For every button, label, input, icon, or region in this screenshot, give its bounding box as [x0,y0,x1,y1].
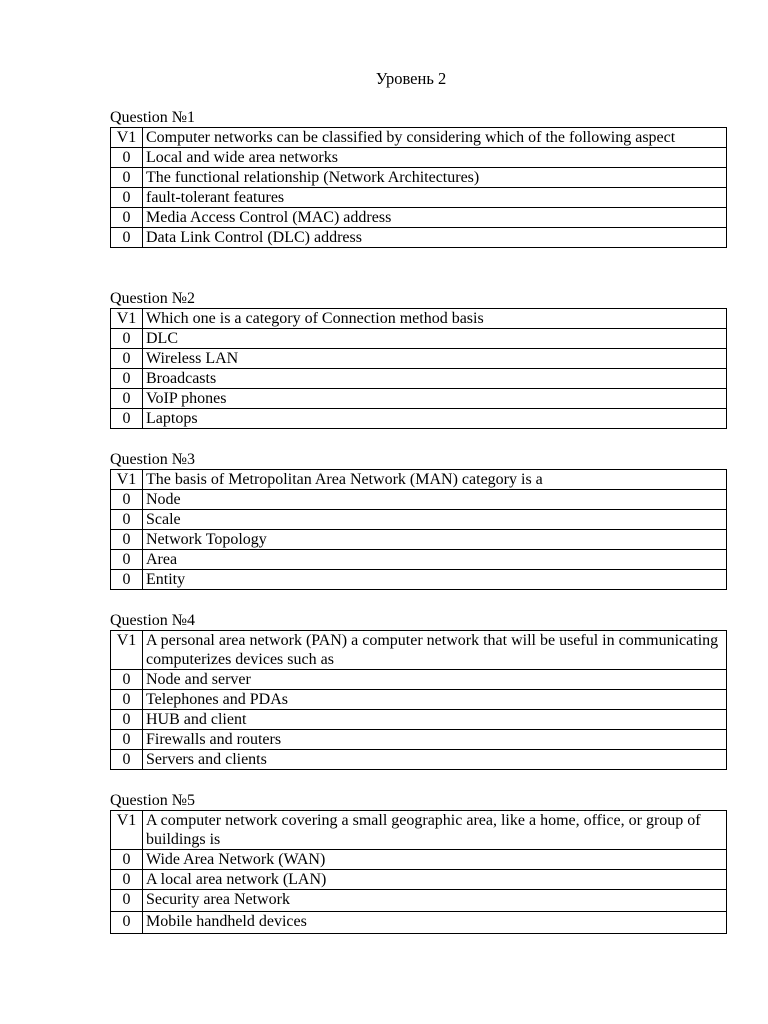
option-row [111,912,727,934]
option-row [111,329,727,349]
option-code: 0 [111,409,143,429]
question-block-1 [110,108,728,248]
question-block-2 [110,289,728,429]
option-text: Data Link Control (DLC) address [143,228,727,248]
option-text: VoIP phones [143,389,727,409]
question-block-5 [110,791,728,934]
option-text: fault-tolerant features [143,188,727,208]
option-row [111,208,727,228]
option-code: 0 [111,870,143,890]
option-text: Node and server [143,670,727,690]
question-table [110,469,727,590]
question-heading: Question №3 [110,451,196,468]
option-code: 0 [111,208,143,228]
prompt-code: V1 [111,128,143,148]
option-row [111,349,727,369]
option-text: Telephones and PDAs [143,690,727,710]
option-code: 0 [111,329,143,349]
option-text: Media Access Control (MAC) address [143,208,727,228]
prompt-row [111,631,727,670]
option-text: Firewalls and routers [143,730,727,750]
option-row [111,409,727,429]
question-heading: Question №1 [110,109,196,126]
option-row [111,389,727,409]
option-code: 0 [111,188,143,208]
option-row [111,870,727,890]
prompt-row [111,309,727,329]
option-text: A local area network (LAN) [143,870,727,890]
option-code: 0 [111,890,143,912]
question-table [110,127,727,248]
option-text: Scale [143,510,727,530]
option-code: 0 [111,228,143,248]
question-heading: Question №4 [110,612,196,629]
option-code: 0 [111,389,143,409]
option-text: The functional relationship (Network Architectures) [143,168,727,188]
option-row [111,148,727,168]
option-row [111,850,727,870]
question-table [110,810,727,934]
option-text: Wireless LAN [143,349,727,369]
question-heading: Question №5 [110,792,196,809]
option-text: DLC [143,329,727,349]
option-row [111,750,727,770]
option-text: Mobile handheld devices [143,912,727,934]
question-heading: Question №2 [110,290,196,307]
question-table [110,308,727,429]
option-text: Network Topology [143,530,727,550]
option-text: Node [143,490,727,510]
option-code: 0 [111,750,143,770]
option-row [111,188,727,208]
option-text: Servers and clients [143,750,727,770]
option-row [111,710,727,730]
option-row [111,369,727,389]
option-text: Area [143,550,727,570]
option-text: Local and wide area networks [143,148,727,168]
option-code: 0 [111,570,143,590]
option-code: 0 [111,490,143,510]
prompt-code: V1 [111,811,143,850]
prompt-row [111,470,727,490]
prompt-row [111,128,727,148]
option-code: 0 [111,710,143,730]
option-code: 0 [111,148,143,168]
option-code: 0 [111,168,143,188]
option-text: Wide Area Network (WAN) [143,850,727,870]
option-row [111,510,727,530]
option-row [111,570,727,590]
prompt-text: A computer network covering a small geographic area, like a home, office, or group of buildings is [143,811,727,850]
question-block-3 [110,450,728,590]
option-row [111,730,727,750]
option-text: Entity [143,570,727,590]
prompt-text: Computer networks can be classified by considering which of the following aspect [143,128,727,148]
option-text: HUB and client [143,710,727,730]
option-code: 0 [111,912,143,934]
option-row [111,890,727,912]
option-row [111,168,727,188]
option-text: Broadcasts [143,369,727,389]
option-code: 0 [111,670,143,690]
option-code: 0 [111,690,143,710]
option-code: 0 [111,730,143,750]
option-code: 0 [111,850,143,870]
option-row [111,690,727,710]
option-text: Security area Network [143,890,727,912]
prompt-code: V1 [111,470,143,490]
prompt-text: A personal area network (PAN) a computer network that will be useful in communicating computerizes devices such as [143,631,727,670]
option-code: 0 [111,510,143,530]
prompt-text: Which one is a category of Connection method basis [143,309,727,329]
option-row [111,228,727,248]
option-code: 0 [111,369,143,389]
question-table [110,630,727,770]
question-block-4 [110,611,728,770]
prompt-row [111,811,727,850]
option-row [111,550,727,570]
option-code: 0 [111,550,143,570]
option-code: 0 [111,530,143,550]
prompt-code: V1 [111,309,143,329]
option-row [111,530,727,550]
option-code: 0 [111,349,143,369]
page-title: Уровень 2 [375,69,447,88]
prompt-text: The basis of Metropolitan Area Network (MAN) category is a [143,470,727,490]
option-row [111,670,727,690]
option-text: Laptops [143,409,727,429]
prompt-code: V1 [111,631,143,670]
option-row [111,490,727,510]
